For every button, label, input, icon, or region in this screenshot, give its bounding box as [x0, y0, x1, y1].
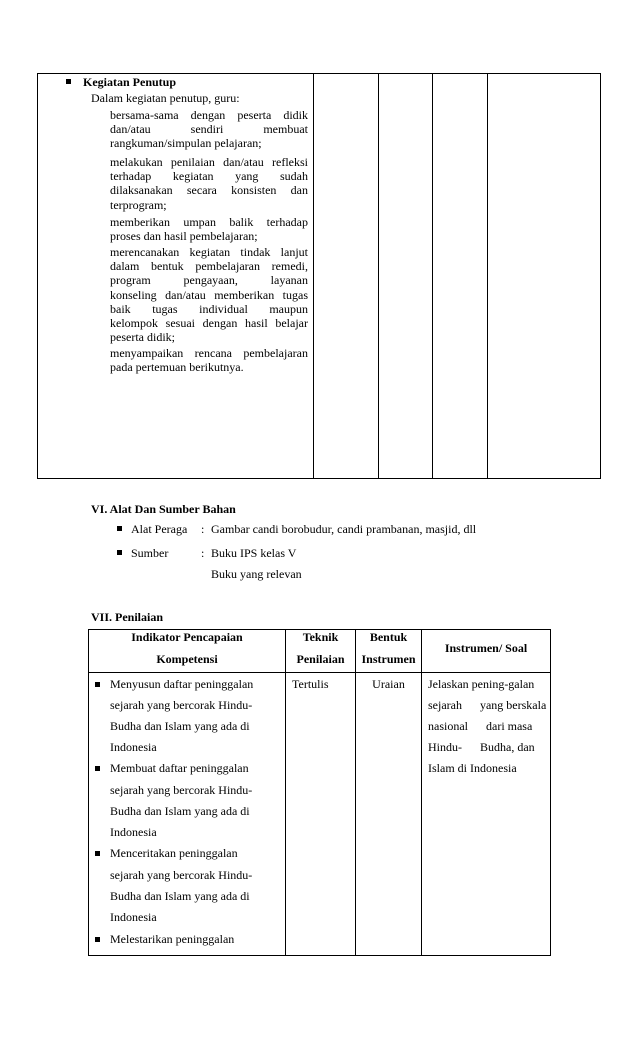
indicator-line: Membuat daftar peninggalan	[110, 761, 249, 775]
bullet-icon	[117, 550, 122, 555]
closing-item: merencanakan kegiatan tindak lanjut dalam bentuk pembelajaran remedi, program pengayaan, layanan konseling dan/atau memberikan tugas baik tugas individual maupun kelompok sesuai dengan hasil belajar peserta didik;	[110, 245, 308, 345]
section-6-title: VI. Alat Dan Sumber Bahan	[91, 502, 236, 516]
soal-line: nasional dari masa	[428, 719, 533, 733]
indicator-line: Indonesia	[110, 740, 157, 754]
header-bentuk: Bentuk	[369, 630, 408, 644]
bullet-icon	[66, 79, 71, 84]
closing-heading: Kegiatan Penutup	[83, 75, 177, 89]
closing-item: memberikan umpan balik terhadap proses dan hasil pembelajaran;	[110, 215, 308, 244]
soal-line: Hindu- Budha, dan	[428, 740, 535, 754]
header-teknik: Teknik	[302, 630, 339, 644]
indicator-line: sejarah yang bercorak Hindu-	[110, 783, 253, 797]
bullet-icon	[95, 937, 100, 942]
indicator-line: Budha dan Islam yang ada di	[110, 719, 250, 733]
indicator-line: Indonesia	[110, 910, 157, 924]
source-separator: :	[201, 546, 205, 560]
header-teknik-2: Penilaian	[296, 652, 345, 666]
source-label: Sumber	[131, 546, 169, 560]
indicator-line: Budha dan Islam yang ada di	[110, 889, 250, 903]
closing-intro: Dalam kegiatan penutup, guru:	[91, 91, 240, 105]
indicator-line: Melestarikan peninggalan	[110, 932, 235, 946]
indicator-line: Menceritakan peninggalan	[110, 846, 238, 860]
header-indikator-2: Kompetensi	[156, 652, 218, 666]
soal-line: sejarah yang berskala	[428, 698, 547, 712]
source-extra-value: Buku yang relevan	[211, 567, 302, 581]
indicator-line: Budha dan Islam yang ada di	[110, 804, 250, 818]
section-7-title: VII. Penilaian	[91, 610, 164, 624]
indicator-line: sejarah yang bercorak Hindu-	[110, 868, 253, 882]
bentuk-value: Uraian	[372, 677, 405, 691]
header-bentuk-2: Instrumen	[361, 652, 416, 666]
closing-item: melakukan penilaian dan/atau refleksi terhadap kegiatan yang sudah dilaksanakan secara konsisten dan terprogram;	[110, 155, 308, 212]
bullet-icon	[95, 682, 100, 687]
header-indikator: Indikator Pencapaian	[131, 630, 243, 644]
soal-line: Islam di Indonesia	[428, 761, 517, 775]
indicator-line: Menyusun daftar peninggalan	[110, 677, 254, 691]
tools-value: Gambar candi borobudur, candi prambanan, masjid, dll	[211, 522, 477, 536]
tools-label: Alat Peraga	[131, 522, 188, 536]
indicator-line: sejarah yang bercorak Hindu-	[110, 698, 253, 712]
soal-line: Jelaskan pening-galan	[428, 677, 535, 691]
indicator-line: Indonesia	[110, 825, 157, 839]
teknik-value: Tertulis	[292, 677, 329, 691]
bullet-icon	[95, 851, 100, 856]
closing-item: menyampaikan rencana pembelajaran pada pertemuan berikutnya.	[110, 346, 308, 375]
closing-item: bersama-sama dengan peserta didik dan/atau sendiri membuat rangkuman/simpulan pelajaran;	[110, 108, 308, 151]
bullet-icon	[95, 766, 100, 771]
tools-separator: :	[201, 522, 205, 536]
bullet-icon	[117, 526, 122, 531]
source-value: Buku IPS kelas V	[211, 546, 297, 560]
header-instrumen: Instrumen/ Soal	[444, 641, 528, 655]
